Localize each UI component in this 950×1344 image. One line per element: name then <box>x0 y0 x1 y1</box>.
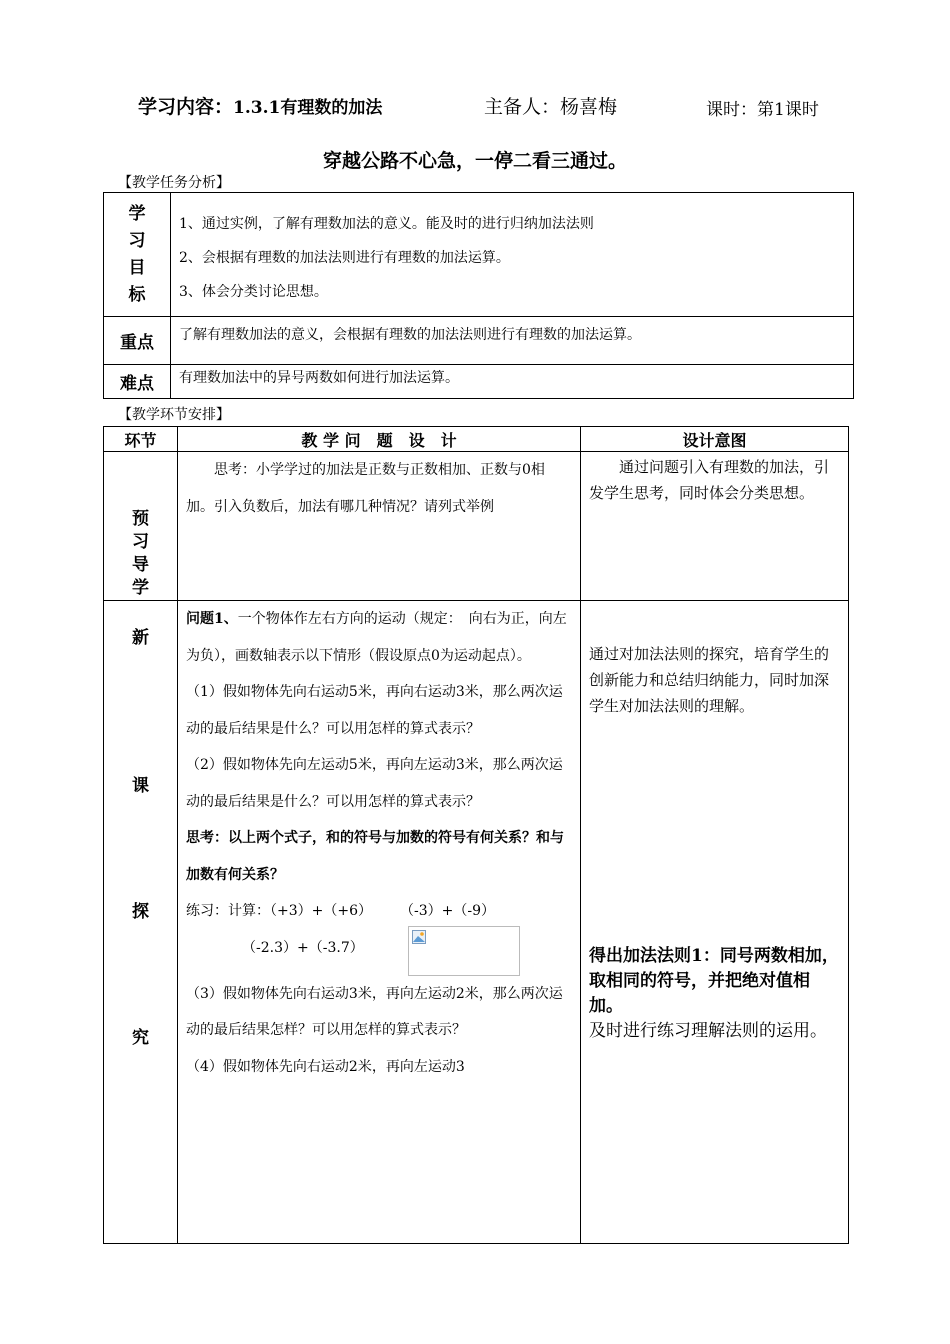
case-3: （3）假如物体先向右运动3米，再向左运动2米，那么两次运动的最后结果怎样？可以用怎样的算式表示？ <box>186 985 563 1038</box>
stage-explore <box>104 601 178 1244</box>
case-1: （1）假如物体先向右运动5米，再向右运动3米，那么两次运动的最后结果是什么？可以用怎样的算式表示？ <box>186 684 563 737</box>
content-label: 学习内容：1.3.1有理数的加法 <box>138 96 383 118</box>
explore-intent <box>581 601 849 1244</box>
period: 课时：第1课时 <box>706 100 819 120</box>
explore-intent-text: 通过对加法法则的探究，培育学生的创新能力和总结归纳能力，同时加深学生对加法法则的理解。 <box>589 645 830 715</box>
key-text: 了解有理数加法的意义，会根据有理数的加法法则进行有理数的加法运算。 <box>171 317 854 365</box>
objectives-list <box>171 193 854 317</box>
task-analysis-table <box>103 192 854 399</box>
objective-item: 3、体会分类讨论思想。 <box>179 284 328 300</box>
exercise-intent: 及时进行练习理解法则的运用。 <box>589 1021 827 1041</box>
header-stage: 环节 <box>104 427 178 452</box>
arrangement-table <box>103 426 849 1244</box>
difficulty-label: 难点 <box>104 365 171 399</box>
think-question: 思考：以上两个式子，和的符号与加数的符号有何关系？和与加数有何关系？ <box>186 830 564 883</box>
objective-item: 2、会根据有理数的加法法则进行有理数的加法运算。 <box>179 250 510 266</box>
stage-char: 课 <box>132 776 149 796</box>
header-question: 教 学 问 题 设 计 <box>178 427 581 452</box>
case-4: （4）假如物体先向右运动2米，再向左运动3 <box>186 1058 465 1075</box>
exercise-line-2-row <box>186 930 572 976</box>
case-2: （2）假如物体先向左运动5米，再向左运动3米，那么两次运动的最后结果是什么？可以用怎样的算式表示？ <box>186 757 563 810</box>
motto: 穿越公路不心急，一停二看三通过。 <box>322 150 627 172</box>
stage-char: 究 <box>132 1028 149 1048</box>
explore-questions <box>178 601 581 1244</box>
exercise-line-2: （-2.3）+（-3.7） <box>242 939 364 956</box>
stage-char: 新 <box>132 628 149 648</box>
addition-rule-1: 得出加法法则1：同号两数相加，取相同的符号，并把绝对值相加。 <box>589 946 839 1016</box>
preview-intent: 通过问题引入有理数的加法，引发学生思考，同时体会分类思想。 <box>581 452 849 601</box>
broken-image-placeholder <box>408 926 520 976</box>
objective-item: 1、通过实例，了解有理数加法的意义。能及时的进行归纳加法法则 <box>179 216 594 232</box>
arrangement-label: 【教学环节安排】 <box>118 407 230 423</box>
task-analysis-label: 【教学任务分析】 <box>118 175 230 191</box>
preview-question: 思考：小学学过的加法是正数与正数相加、正数与0相加。引入负数后，加法有哪几种情况？请列式举例 <box>178 452 581 601</box>
key-label: 重点 <box>104 317 171 365</box>
problem-1: 问题1、一个物体作左右方向的运动（规定： 向右为正，向左为负），画数轴表示以下情形（假设原点0为运动起点）。 <box>186 611 567 664</box>
header-intent: 设计意图 <box>581 427 849 452</box>
author: 主备人：杨喜梅 <box>484 96 618 118</box>
stage-char: 探 <box>132 902 149 922</box>
content-value: 1.3.1有理数的加法 <box>233 98 383 118</box>
exercise-line-1: 练习：计算：（+3）+（+6） （-3）+（-9） <box>186 903 496 919</box>
difficulty-text: 有理数加法中的异号两数如何进行加法运算。 <box>171 365 854 399</box>
stage-preview: 预 习 导 学 <box>104 452 178 601</box>
objectives-label: 学 习 目 标 <box>104 193 171 317</box>
broken-image-icon <box>412 930 426 944</box>
